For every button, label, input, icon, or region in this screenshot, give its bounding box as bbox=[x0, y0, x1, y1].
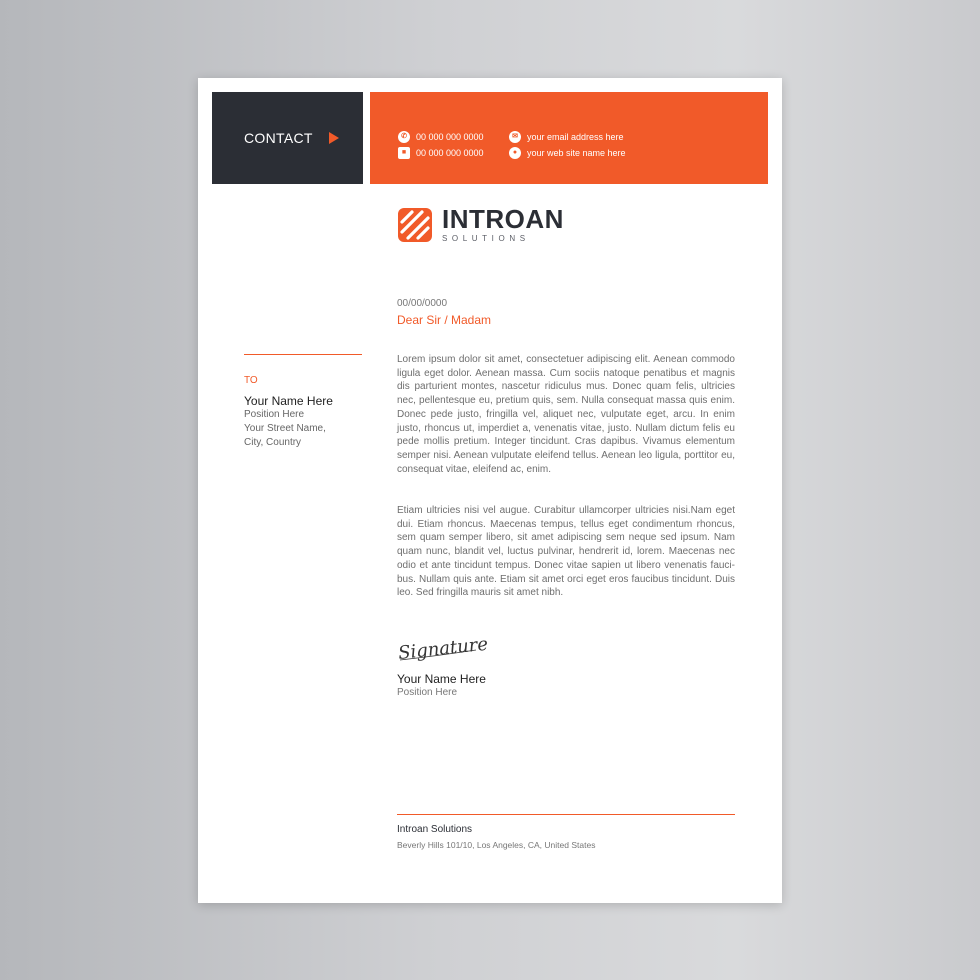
signer-position: Position Here bbox=[397, 687, 458, 698]
signer-name: Your Name Here bbox=[397, 672, 486, 686]
website-text: your web site name here bbox=[527, 148, 626, 158]
body-paragraph-2: Etiam ultricies nisi vel augue. Curabitur ullamcorper ultricies nisi.Nam eget dui. Etiam rhoncus. Maecenas tempus, tellus eget condimentum rhoncus, sem quam semper libero, sit amet adipiscing sem neque sed ipsum. Nam quam nunc, blandit vel, luctus pulvinar, hendrerit id, lorem. Maecenas nec odio et ante tincidunt tempus. Donec vitae sapien ut libero venenatis fauci-bus. Nullam quis ante. Etiam sit amet orci eget eros faucibus tincidunt. Duis leo. Sed fringilla mauris sit amet nibh. bbox=[397, 505, 735, 599]
footer-company: Introan Solutions bbox=[397, 824, 473, 835]
company-logo bbox=[398, 206, 564, 243]
salutation: Dear Sir / Madam bbox=[397, 313, 492, 327]
recipient-city: City, Country bbox=[244, 437, 302, 448]
arrow-right-icon bbox=[329, 132, 339, 144]
phone-text-1: 00 000 000 0000 bbox=[416, 132, 484, 142]
fax-icon: ■ bbox=[398, 147, 410, 159]
email-icon: ✉ bbox=[509, 131, 521, 143]
phone-text-2: 00 000 000 0000 bbox=[416, 148, 484, 158]
recipient-street: Your Street Name, bbox=[244, 423, 326, 434]
contact-info-bar bbox=[370, 92, 768, 184]
logo-tagline: SOLUTIONS bbox=[442, 234, 530, 243]
logo-mark-icon bbox=[398, 208, 432, 242]
phone-icon: ✆ bbox=[398, 131, 410, 143]
svg-text:Signature: Signature bbox=[397, 633, 489, 664]
footer-divider bbox=[397, 814, 735, 815]
to-label: TO bbox=[244, 375, 258, 386]
recipient-name: Your Name Here bbox=[244, 394, 333, 408]
logo-name: INTROAN bbox=[442, 204, 564, 234]
footer-address: Beverly Hills 101/10, Los Angeles, CA, United States bbox=[397, 840, 596, 850]
email-info bbox=[509, 131, 624, 143]
phone-info bbox=[398, 131, 484, 143]
signature bbox=[396, 626, 506, 668]
website-info bbox=[509, 147, 626, 159]
letterhead-page bbox=[198, 78, 782, 903]
contact-box bbox=[212, 92, 363, 184]
recipient-position: Position Here bbox=[244, 409, 305, 420]
recipient-block bbox=[244, 354, 362, 450]
globe-icon: ● bbox=[509, 147, 521, 159]
email-text: your email address here bbox=[527, 132, 624, 142]
recipient-divider bbox=[244, 354, 362, 355]
body-paragraph-1: Lorem ipsum dolor sit amet, consectetuer adipiscing elit. Aenean commodo ligula eget dolor. Aenean massa. Cum sociis natoque penatibus et magnis dis parturient montes, nascetur ridiculus mus. Donec quam felis, ultricies nec, pellentesque eu, pretium quis, sem. Nulla consequat massa quis enim. Donec pede justo, fringilla vel, aliquet nec, vulputate eget, arcu. In enim justo, rhoncus ut, imperdiet a, venenatis vitae, justo. Nullam dictum felis eu pede mollis pretium. Integer tincidunt. Cras dapibus. Vivamus elementum semper nisi. Aenean vulputate eleifend tellus. Aenean leo ligula, porttitor eu, consequat vitae, eleifend ac, enim. bbox=[397, 354, 735, 475]
letter-date: 00/00/0000 bbox=[397, 298, 448, 309]
contact-label: CONTACT bbox=[244, 130, 313, 146]
fax-info bbox=[398, 147, 484, 159]
